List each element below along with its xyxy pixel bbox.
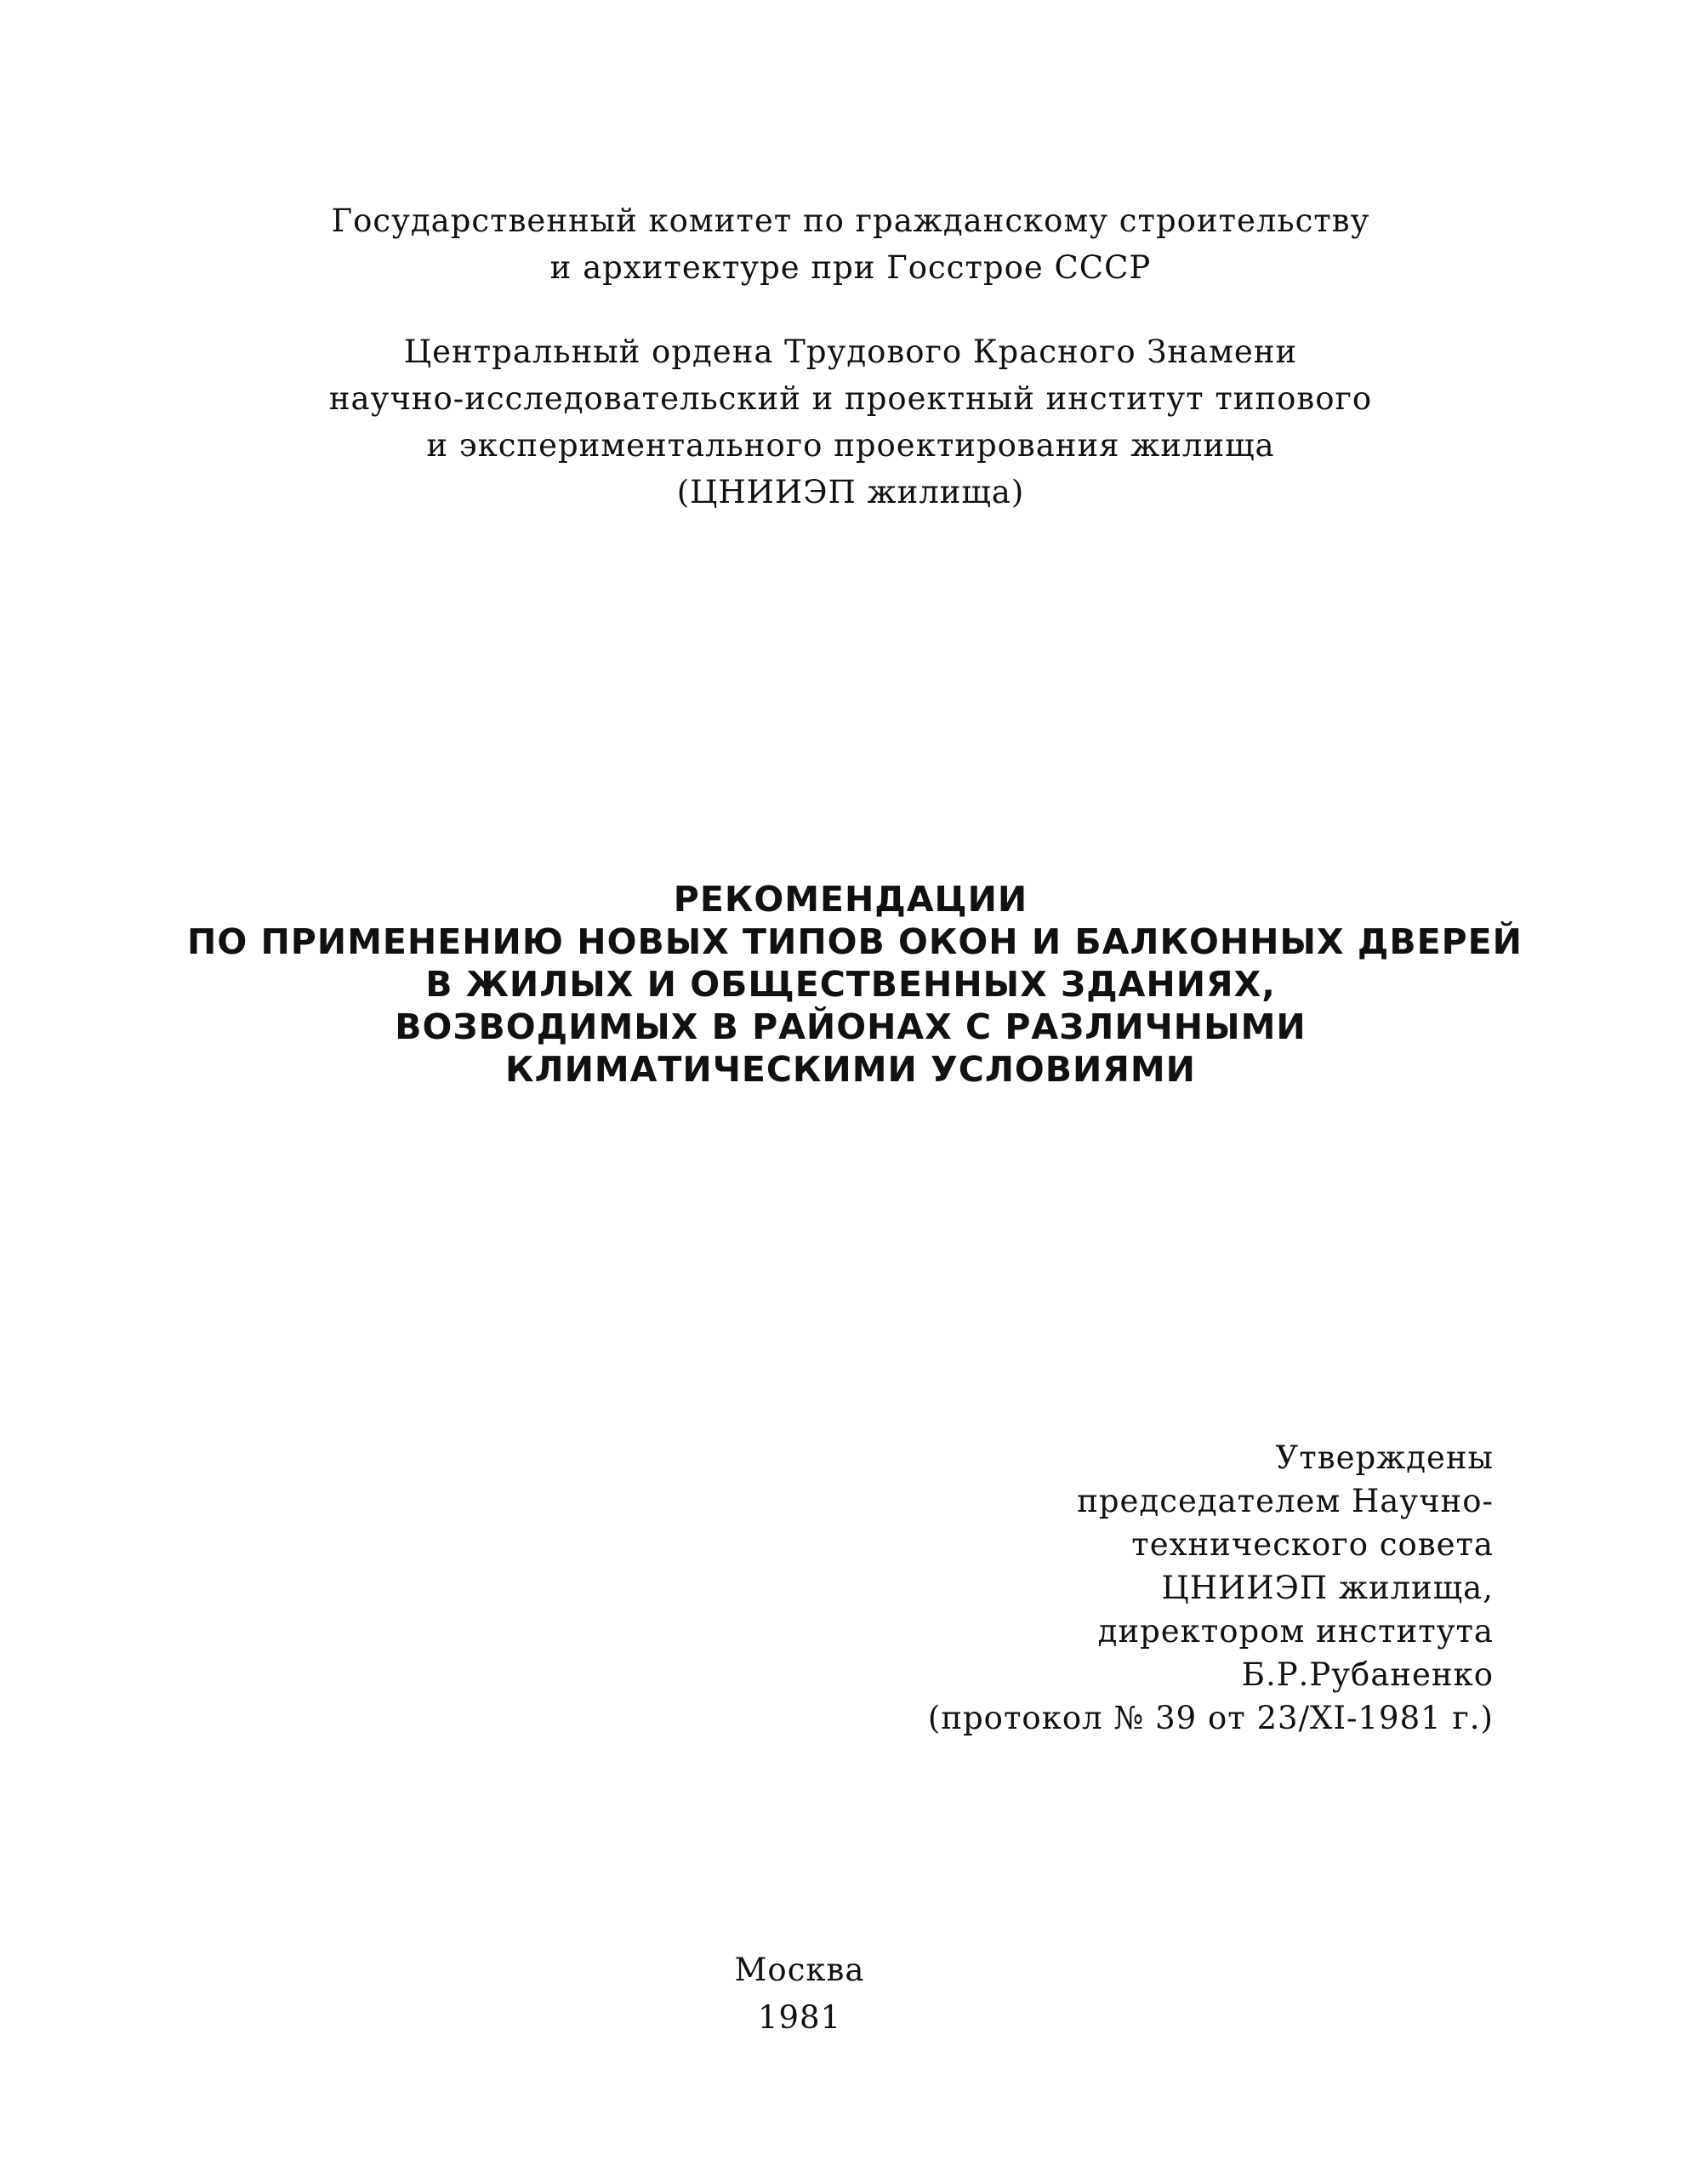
approval-signatory: Б.Р.Рубаненко [1241, 1656, 1494, 1693]
approval-line: директором института [1097, 1613, 1494, 1650]
title-line: ПО ПРИМЕНЕНИЮ НОВЫХ ТИПОВ ОКОН И БАЛКОННЫХ ДВЕРЕЙ [187, 921, 1523, 962]
approval-line: ЦНИИЭП жилища, [1161, 1570, 1494, 1606]
approval-line: председателем Научно- [1077, 1483, 1494, 1519]
approval-line: технического совета [1131, 1526, 1494, 1563]
organization-line: Государственный комитет по гражданскому строительству [331, 202, 1370, 239]
imprint [697, 1946, 902, 2042]
title-line: КЛИМАТИЧЕСКИМИ УСЛОВИЯМИ [505, 1049, 1196, 1090]
approval-protocol: (протокол № 39 от 23/XI-1981 г.) [927, 1700, 1494, 1736]
issuing-organization [230, 197, 1472, 291]
institute-line: и экспериментального проектирования жилища [426, 427, 1275, 464]
approval-note [928, 1436, 1494, 1740]
title-line: РЕКОМЕНДАЦИИ [673, 879, 1028, 920]
organization-line: и архитектуре при Госстрое СССР [549, 249, 1152, 286]
imprint-city: Москва [734, 1952, 865, 1988]
document-title [187, 878, 1523, 1091]
title-line: В ЖИЛЫХ И ОБЩЕСТВЕННЫХ ЗДАНИЯХ, [425, 964, 1276, 1005]
approval-line: Утверждены [1275, 1439, 1494, 1476]
institute-abbreviation: (ЦНИИЭП жилища) [676, 474, 1025, 510]
institute-line: Центральный ордена Трудового Красного Знамени [403, 333, 1298, 370]
institute-line: научно-исследовательский и проектный институт типового [328, 380, 1373, 417]
institute-name [230, 328, 1472, 516]
title-line: ВОЗВОДИМЫХ В РАЙОНАХ С РАЗЛИЧНЫМИ [395, 1006, 1307, 1047]
imprint-year: 1981 [757, 1999, 842, 2036]
